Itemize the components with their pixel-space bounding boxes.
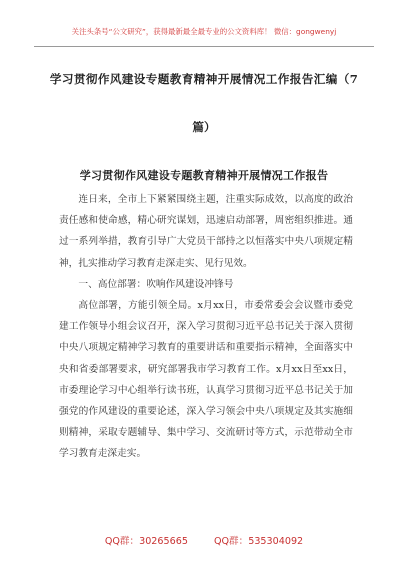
header-banner: 关注头条号“公文研究”，获得最新最全最专业的公文资料库！ 微信：gongwenyj: [71, 27, 337, 36]
document-title-line-2: 篇）: [192, 120, 216, 134]
document-title-line-1: 学习贯彻作风建设专题教育精神开展情况工作报告汇编（7: [49, 72, 359, 86]
footer-qq-group-2: QQ群：535304092: [213, 536, 304, 547]
document-body: [59, 189, 353, 465]
paragraph-intro: 连日来，全市上下紧紧围绕主题，注重实际成效，以高度的政治责任感和使命感，精心研究谋划，迅速启动部署，周密组织推进。通过一系列举措，教育引导广大党员干部持之以恒落实中央八项规定精神，扎实推动学习教育走深走实、见行见效。: [59, 194, 353, 269]
paragraph-section-1: 高位部署，方能引领全局。x月xx日，市委常委会会议暨市委党建工作领导小组会议召开，深入学习贯彻习近平总书记关于深入贯彻中央八项规定精神学习教育的重要讲话和重要指示精神，全面落实中央和省委部署要求，研究部署我市学习教育工作。x月xx日至xx日，市委理论学习中心组举行读书班，认真学习贯彻习近平总书记关于加强党的作风建设的重要论述，深入学习领会中央八项规定及其实施细则精神，采取专题辅导、集中学习、交流研讨等方式，示范带动全市学习教育走深走实。: [59, 300, 353, 460]
footer-qq-group-1: QQ群：30265665: [104, 536, 188, 547]
header-divider: [34, 46, 374, 47]
section-heading-1: 一、高位部署：吹响作风建设冲锋号: [78, 278, 234, 290]
footer-contact: [0, 533, 408, 547]
report-subtitle: 学习贯彻作风建设专题教育精神开展情况工作报告: [79, 169, 329, 182]
